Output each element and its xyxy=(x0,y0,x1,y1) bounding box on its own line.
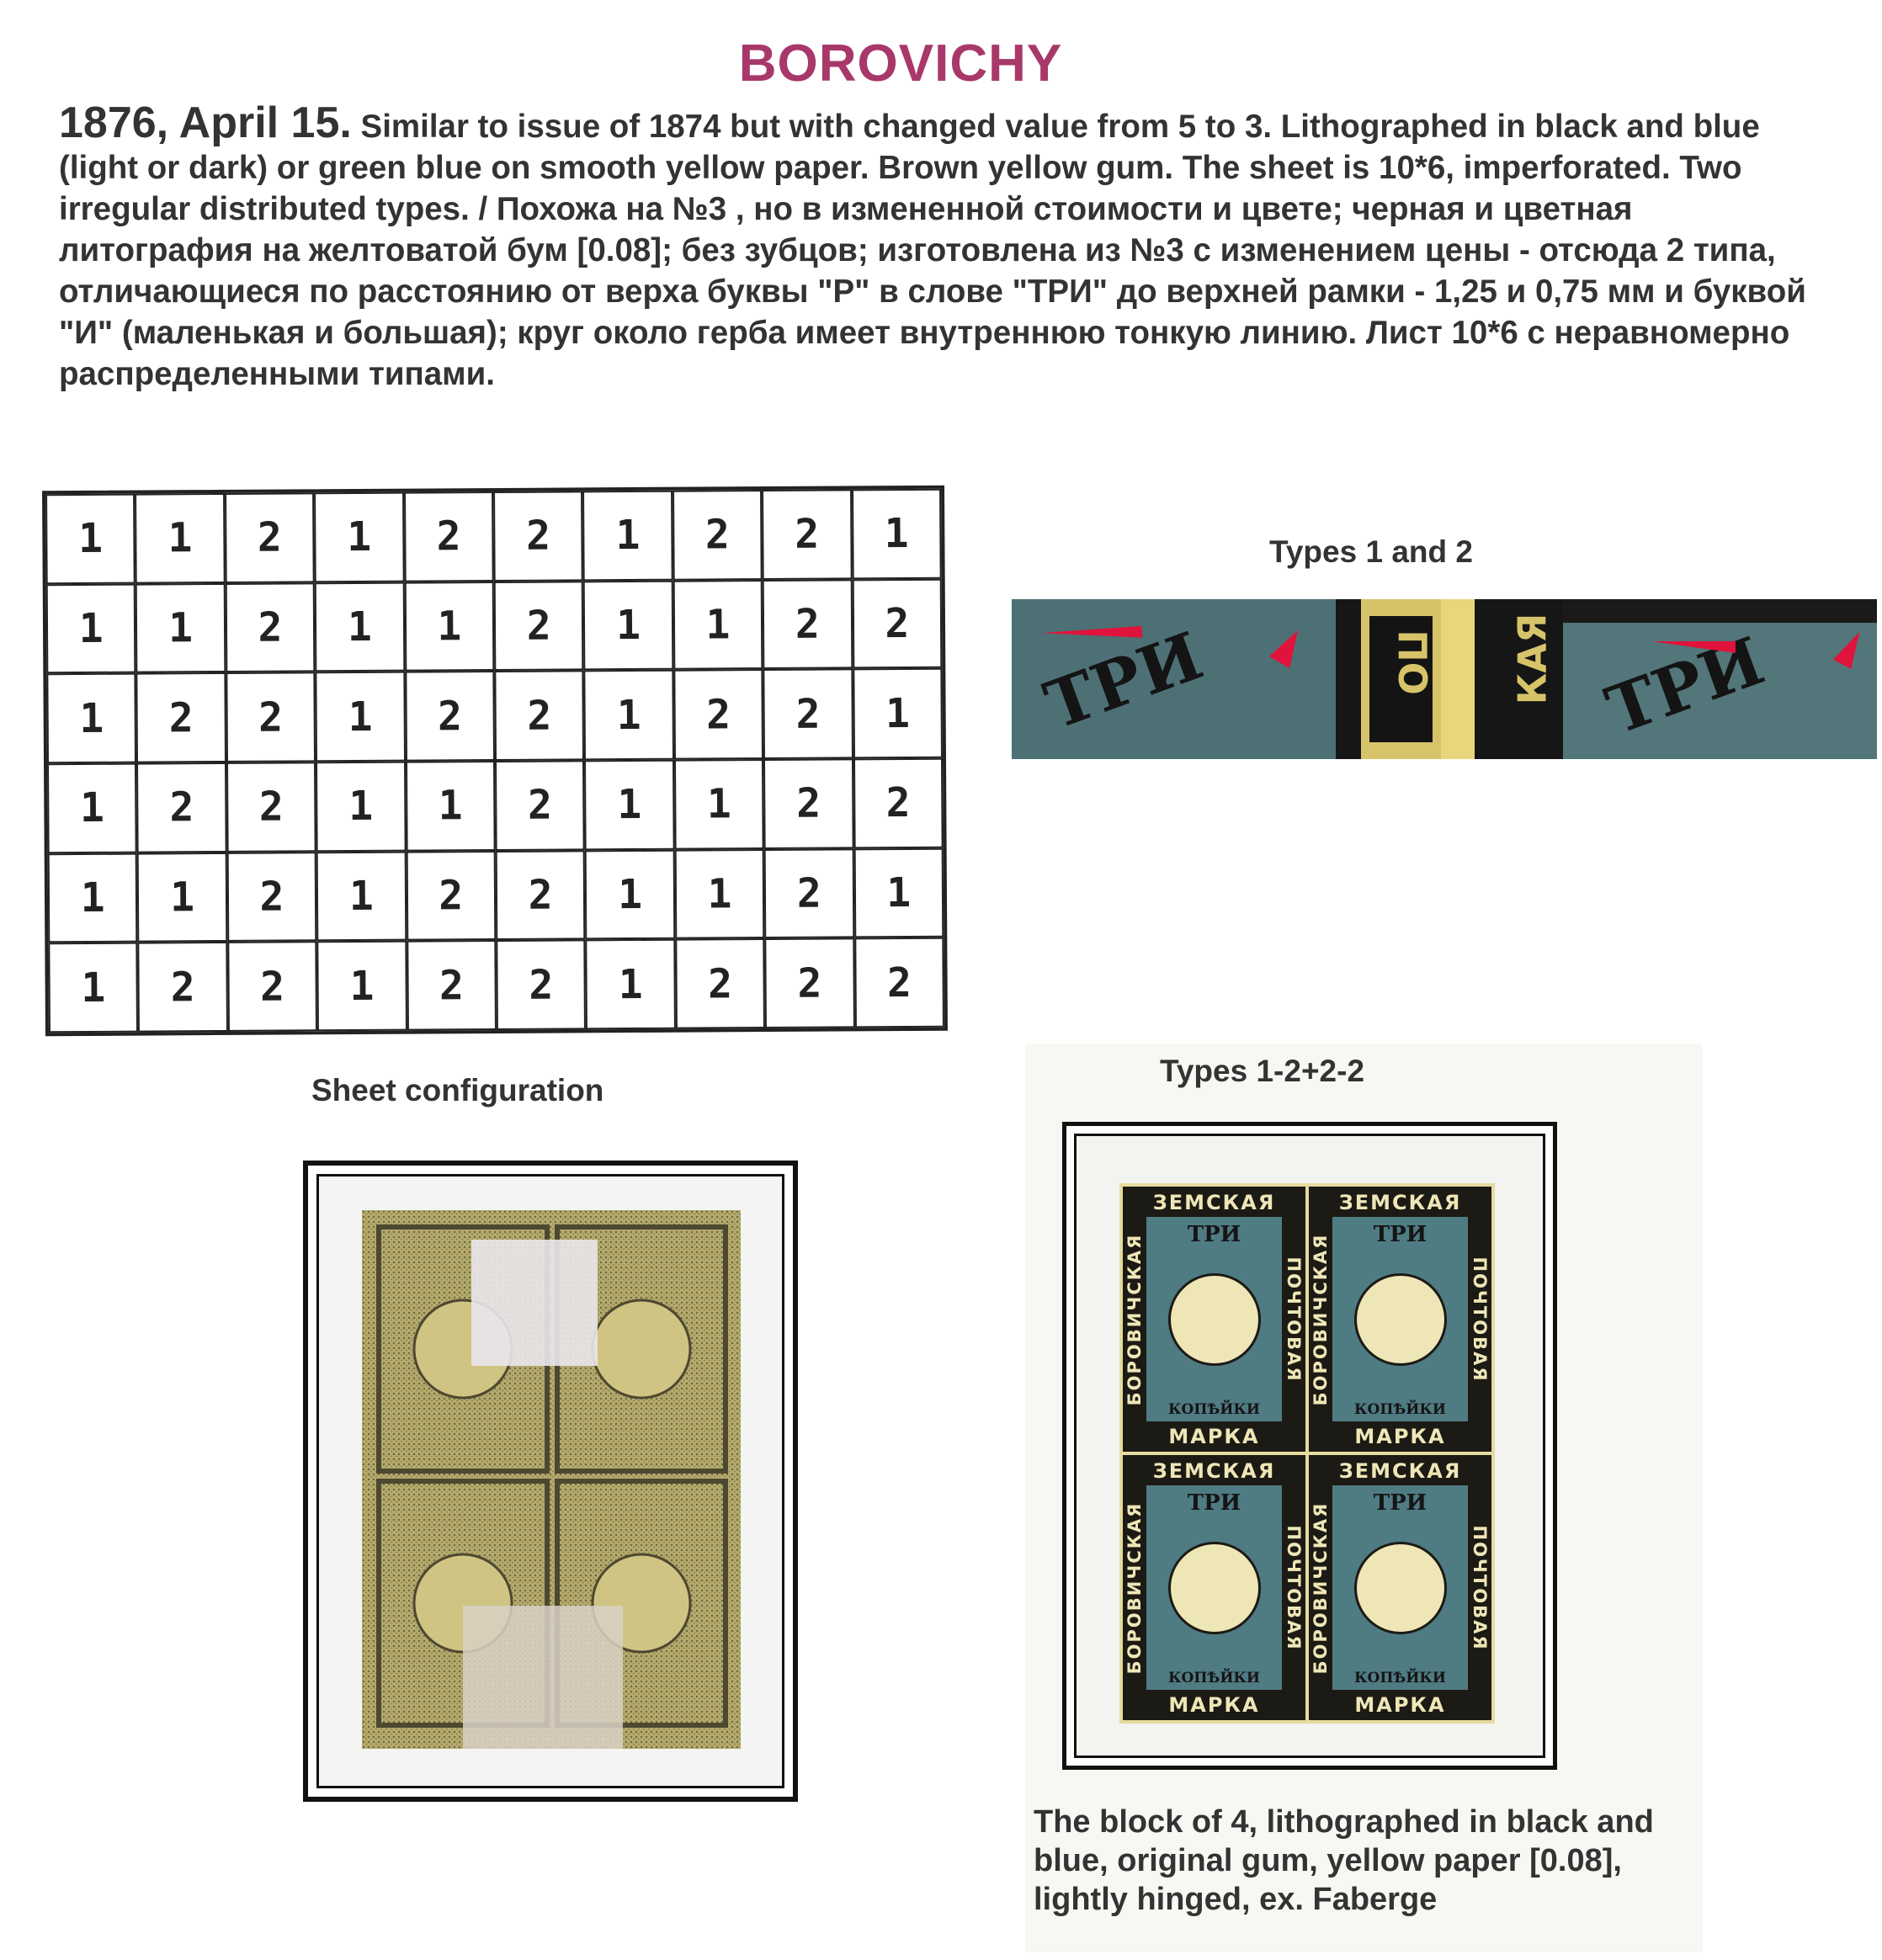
intro-paragraph xyxy=(59,98,1826,395)
stamp-right-text: ПОЧТОВАЯ xyxy=(1284,1256,1304,1383)
sheet-cell: 1 xyxy=(853,668,943,758)
stamp-value: ТРИ xyxy=(1187,1222,1241,1247)
sheet-cell: 2 xyxy=(496,940,586,1030)
stamp-right-text: ПОЧТОВАЯ xyxy=(1284,1524,1304,1651)
sheet-cell: 1 xyxy=(137,853,227,943)
sheet-cell: 2 xyxy=(226,762,316,852)
stamp-left-text: БОРОВИЧСКАЯ xyxy=(1124,1233,1145,1405)
sheet-cell: 1 xyxy=(584,670,674,760)
sheet-cell: 2 xyxy=(763,669,853,759)
stamp-bottom-right xyxy=(1309,1455,1491,1720)
sheet-configuration-grid xyxy=(42,486,948,1037)
stamp-top-right xyxy=(1309,1187,1491,1452)
sheet-cell: 2 xyxy=(227,942,317,1032)
block-types-label: Types 1-2+2-2 xyxy=(1160,1054,1365,1088)
sheet-cell: 1 xyxy=(316,941,407,1031)
sheet-cell: 1 xyxy=(853,847,944,938)
sheet-cell: 2 xyxy=(404,491,494,582)
sheet-cell: 2 xyxy=(138,942,228,1032)
sheet-cell: 2 xyxy=(673,669,763,759)
type-2-word: ТРИ xyxy=(1597,623,1774,750)
issue-description: Similar to issue of 1874 but with changed value from 5 to 3. Lithographed in black and blue (light or dark) or green blue on smooth yellow paper. Brown yellow gum. The sheet is 10*6, imperforated. Two irregular distributed types. / Похожа на №3 , но в измененной стоимости и цвете; черная и цветная литография на желтоватой бум [0.08]; без зубцов; изготовлена из №3 с изменением цены - отсюда 2 типа, отличающиеся по расстоянию от верха буквы "Р" в слове "ТРИ" до верхней рамки - 1,25 и 0,75 мм и буквой "И" (маленькая и большая); круг около герба имеет внутреннюю тонкую линию. Лист 10*6 с неравномерно распределенными типами. xyxy=(59,109,1806,392)
stamp-bottom-text: МАРКА xyxy=(1354,1425,1446,1448)
sheet-cell: 1 xyxy=(316,672,406,762)
stamp-top-text: ЗЕМСКАЯ xyxy=(1338,1459,1462,1483)
sheet-cell: 1 xyxy=(584,760,674,850)
sheet-cell: 1 xyxy=(316,851,407,941)
stamp-top-left xyxy=(1123,1187,1305,1452)
sheet-cell: 1 xyxy=(314,492,404,582)
stamp-currency: КОПѢЙКИ xyxy=(1354,1670,1446,1686)
sheet-cell: 2 xyxy=(763,579,853,669)
stamp-top-text: ЗЕМСКАЯ xyxy=(1338,1191,1462,1214)
strip-border xyxy=(1336,599,1361,759)
red-marker-3 xyxy=(1651,641,1736,653)
sheet-cell: 2 xyxy=(407,940,497,1030)
sheet-cell: 2 xyxy=(853,758,944,848)
coat-of-arms-disc xyxy=(1168,1542,1261,1634)
sheet-cell: 2 xyxy=(494,581,584,671)
sheet-cell: 2 xyxy=(136,762,226,853)
type-1-word: ТРИ xyxy=(1035,618,1213,745)
gum-side-pattern xyxy=(362,1210,741,1749)
sheet-cell: 2 xyxy=(226,852,316,942)
page-title: BOROVICHY xyxy=(738,35,1063,93)
sheet-cell: 1 xyxy=(47,763,137,853)
sheet-cell: 2 xyxy=(225,492,315,582)
block-caption: The block of 4, lithographed in black and blue, original gum, yellow paper [0.08], lightly hinged, ex. Faberge xyxy=(1034,1804,1654,1917)
sheet-cell: 1 xyxy=(46,673,136,763)
sheet-cell: 1 xyxy=(673,580,763,670)
issue-date: 1876, April 15. xyxy=(59,98,352,147)
sheet-cell: 2 xyxy=(493,491,583,581)
stamp-left-text: БОРОВИЧСКАЯ xyxy=(1124,1501,1145,1674)
sheet-cell: 1 xyxy=(583,580,673,670)
stamp-value: ТРИ xyxy=(1187,1490,1241,1516)
stamp-right-text: ПОЧТОВАЯ xyxy=(1470,1256,1490,1383)
sheet-cell: 2 xyxy=(764,938,854,1028)
types-comparison-strip xyxy=(1012,599,1877,759)
stamp-right-text: ПОЧТОВАЯ xyxy=(1470,1524,1490,1651)
sheet-cell: 2 xyxy=(764,848,854,938)
sheet-cell: 1 xyxy=(404,582,494,672)
block-of-four xyxy=(1119,1183,1495,1724)
gum-side-block xyxy=(362,1210,741,1749)
sheet-caption: Sheet configuration xyxy=(311,1073,604,1107)
sheet-cell: 2 xyxy=(763,758,853,848)
sheet-cell: 2 xyxy=(225,582,315,672)
sheet-cell: 1 xyxy=(852,489,942,579)
sheet-cell: 1 xyxy=(674,759,764,849)
sheet-cell: 1 xyxy=(315,582,405,672)
sheet-cell: 2 xyxy=(495,760,585,850)
types-strip-label: Types 1 and 2 xyxy=(1269,534,1473,569)
sheet-cell: 1 xyxy=(586,939,676,1029)
stamp-bottom-text: МАРКА xyxy=(1168,1425,1260,1448)
stamp-top-text: ЗЕМСКАЯ xyxy=(1152,1191,1276,1214)
coat-of-arms-disc xyxy=(1354,1542,1447,1634)
sheet-cell: 1 xyxy=(585,849,675,939)
sheet-cell: 1 xyxy=(316,762,406,852)
strip-right-panel xyxy=(1563,599,1877,759)
sheet-cell: 1 xyxy=(406,761,496,851)
stamp-currency: КОПѢЙКИ xyxy=(1168,1401,1260,1418)
strip-gutter xyxy=(1441,599,1475,759)
sheet-cell: 1 xyxy=(46,583,136,673)
stamp-value: ТРИ xyxy=(1373,1222,1427,1247)
sheet-cell: 2 xyxy=(675,938,765,1028)
sheet-cell: 2 xyxy=(494,671,584,761)
coat-of-arms-disc xyxy=(1168,1273,1261,1366)
stamp-currency: КОПѢЙКИ xyxy=(1354,1401,1446,1418)
sheet-cell: 2 xyxy=(226,672,316,762)
sheet-cell: 1 xyxy=(45,494,136,584)
sheet-cell: 1 xyxy=(48,853,138,943)
sheet-cell: 1 xyxy=(48,943,138,1033)
sheet-cell: 1 xyxy=(135,493,225,583)
sheet-cell: 2 xyxy=(673,490,763,580)
coat-of-arms-disc xyxy=(1354,1273,1447,1366)
strip-left-panel xyxy=(1012,599,1336,759)
strip-mid-left-text: ПО xyxy=(1389,629,1435,695)
sheet-cell: 1 xyxy=(136,583,226,673)
sheet-cell: 2 xyxy=(405,671,495,761)
stamp-bottom-text: МАРКА xyxy=(1354,1693,1446,1717)
stamp-top-text: ЗЕМСКАЯ xyxy=(1152,1459,1276,1483)
sheet-cell: 2 xyxy=(762,489,852,579)
strip-gutter-left xyxy=(1361,599,1441,759)
sheet-cell: 2 xyxy=(852,578,942,668)
stamp-value: ТРИ xyxy=(1373,1490,1427,1516)
stamp-bottom-text: МАРКА xyxy=(1168,1693,1260,1717)
sheet-cell: 2 xyxy=(854,938,944,1028)
stamp-bottom-left xyxy=(1123,1455,1305,1720)
sheet-cell: 2 xyxy=(496,850,586,940)
sheet-cell: 2 xyxy=(406,851,496,941)
strip-gutter-right xyxy=(1475,599,1563,759)
sheet-cell: 1 xyxy=(582,491,673,581)
stamp-left-text: БОРОВИЧСКАЯ xyxy=(1310,1501,1331,1674)
sheet-cell: 2 xyxy=(136,672,226,762)
strip-mid-right-text: КАЯ xyxy=(1509,613,1555,705)
stamp-left-text: БОРОВИЧСКАЯ xyxy=(1310,1233,1331,1405)
sheet-cell: 1 xyxy=(674,849,764,939)
stamp-currency: КОПѢЙКИ xyxy=(1168,1670,1260,1686)
